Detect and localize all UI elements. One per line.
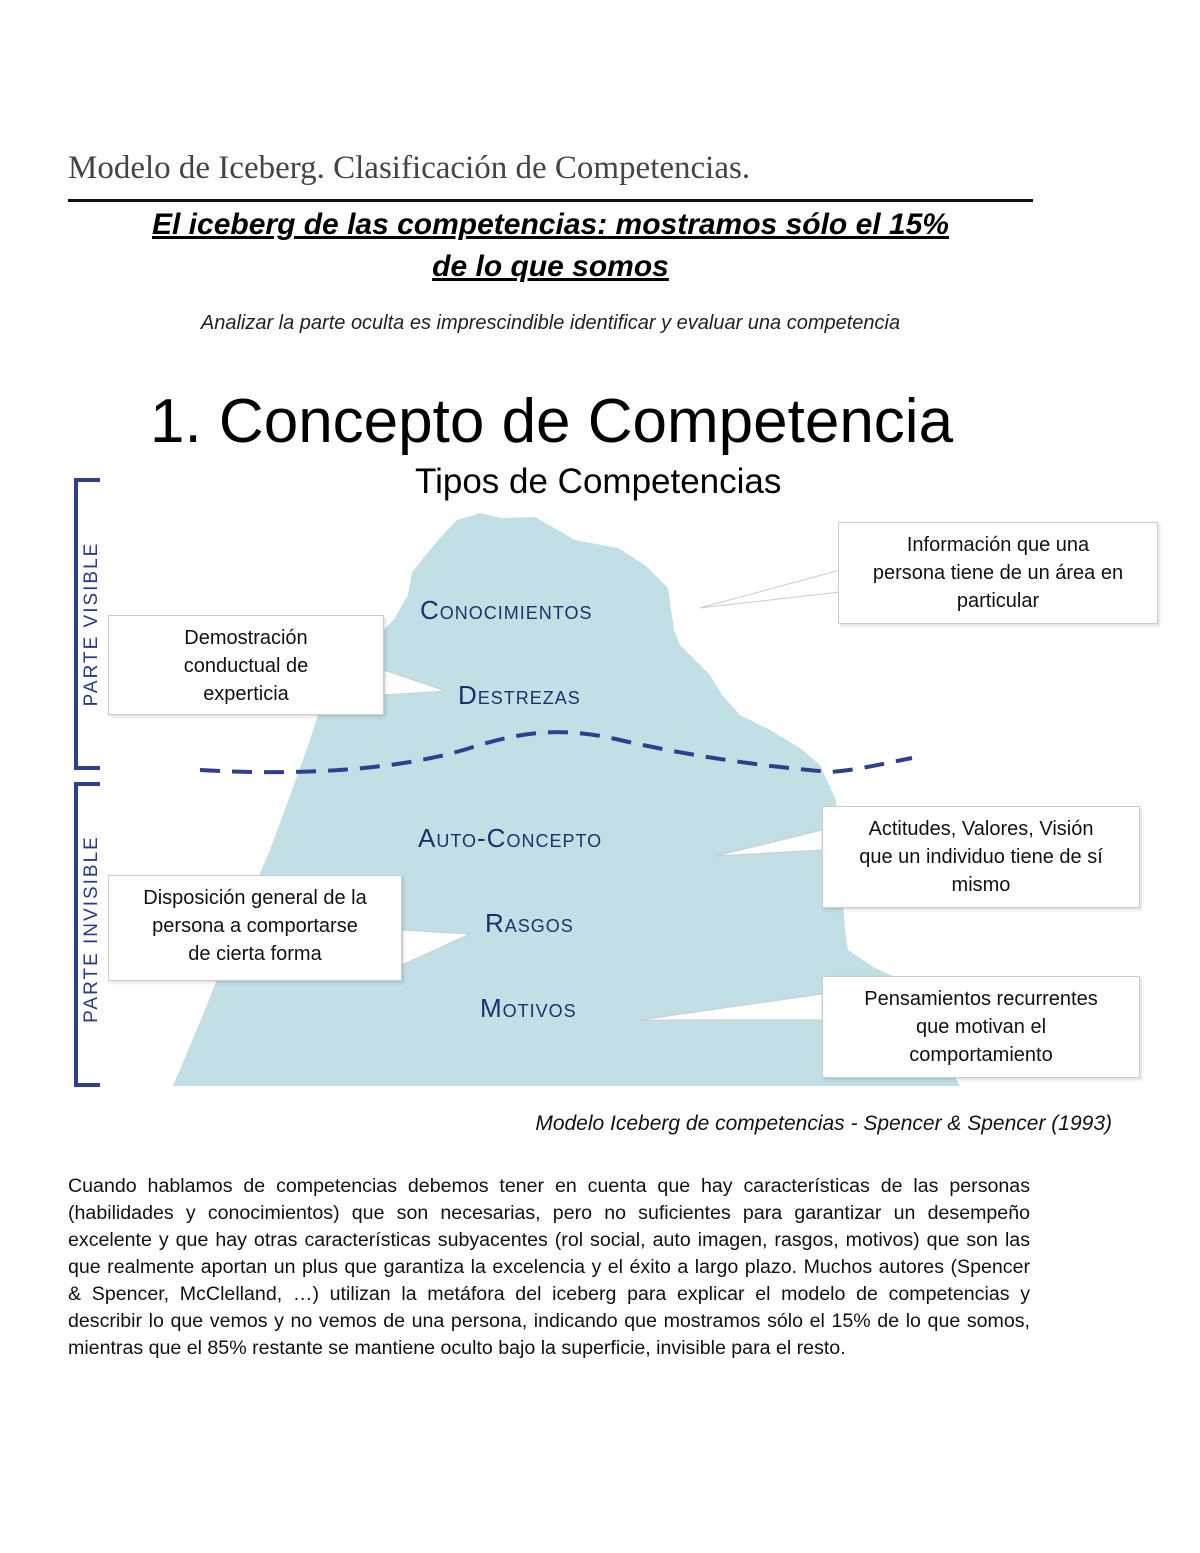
level-rasgos: Rasgos: [485, 908, 574, 938]
callout-line: persona tiene de un área en: [872, 562, 1124, 584]
figure-subheading: Tipos de Competencias: [415, 462, 782, 501]
level-motivos: Motivos: [480, 993, 577, 1023]
invisible-part-label: PARTE INVISIBLE: [81, 835, 102, 1023]
level-auto-concepto: Auto-Concepto: [418, 823, 603, 853]
callout-line: comportamiento: [909, 1044, 1053, 1066]
level-destrezas: Destrezas: [458, 680, 581, 710]
subtitle: Analizar la parte oculta es imprescindible identificar y evaluar una competencia: [200, 312, 901, 334]
callout-line: conductual de: [183, 655, 309, 677]
body-paragraph: Cuando hablamos de competencias debemos tener en cuenta que hay características de las personas (habilidades y conocimientos) que son necesarias, pero no suficientes para garantizar un desempeño excelente y que hay otras características subyacentes (rol social, auto imagen, rasgos, motivos) que son las que realmente aportan un plus que garantiza la excelencia y el éxito a largo plazo. Muchos autores (Spencer & Spencer, McClelland, …) utilizan la metáfora del iceberg para explicar el modelo de competencias y describir lo que vemos y no vemos de una persona, indicando que mostramos sólo el 15% de lo que somos, mientras que el 85% restante se mantiene oculto bajo la superficie, invisible para el resto.: [68, 1175, 1030, 1359]
callout-conocimientos: [838, 522, 1158, 624]
callout-line: Información que una: [906, 534, 1090, 556]
callout-line: que motivan el: [915, 1016, 1047, 1038]
headline: [68, 204, 1033, 288]
headline-line-2: de lo que somos: [432, 250, 669, 283]
document-title: Modelo de Iceberg. Clasificación de Competencias.: [68, 150, 751, 186]
figure-heading: 1. Concepto de Competencia: [150, 387, 954, 456]
connector-conocimientos: [700, 570, 840, 608]
figure-caption: Modelo Iceberg de competencias - Spencer & Spencer (1993): [535, 1112, 1112, 1135]
callout-line: Actitudes, Valores, Visión: [868, 818, 1094, 840]
callout-line: de cierta forma: [188, 943, 322, 965]
callout-destrezas: [108, 615, 384, 715]
callout-auto-concepto: [822, 806, 1140, 908]
callout-line: experticia: [203, 683, 289, 705]
visible-part-label: PARTE VISIBLE: [81, 541, 102, 707]
callout-line: Demostración: [184, 627, 308, 649]
iceberg-figure: [0, 370, 1200, 1100]
callout-rasgos: [108, 875, 402, 981]
callout-line: Pensamientos recurrentes: [864, 988, 1098, 1010]
level-conocimientos: Conocimientos: [420, 595, 593, 625]
callout-line: mismo: [951, 874, 1011, 896]
headline-line-1: El iceberg de las competencias: mostramos sólo el 15%: [152, 208, 949, 241]
callout-line: Disposición general de la: [143, 887, 367, 909]
callout-line: particular: [956, 590, 1040, 612]
callout-motivos: [822, 976, 1140, 1078]
callout-line: persona a comportarse: [152, 915, 358, 937]
title-underline-rule: [68, 199, 1033, 202]
callout-line: que un individuo tiene de sí: [859, 846, 1103, 868]
